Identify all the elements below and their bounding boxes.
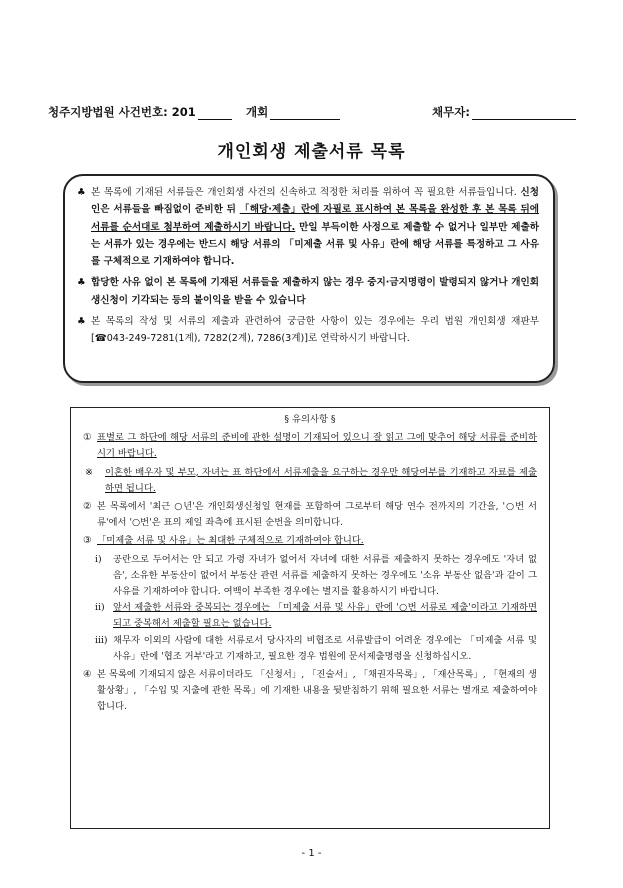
- guidance-item-2: ② 본 목록에서 '최근 ○년'은 개인회생신청일 현재를 포함하여 그로부터 해당 연수 전까지의 기간을, '○번 서류'에서 '○번'은 표의 제일 좌측에 표시된 순번을 의미합니다.: [83, 501, 537, 529]
- notice-paragraph-1: ♣ 본 목록에 기재된 서류들은 개인회생 사건의 신속하고 적정한 처리를 위하여 꼭 필요한 서류들입니다. 신청인은 서류들을 빠짐없이 준비한 뒤 「해당·제출」란에 자필로 표시하여 본 목록을 완성한 후 본 목록 뒤에 서류를 순서대로 첨부하여 제출하시기 바랍니다. 만일 부득이한 사정으로 제출할 수 없거나 일부만 제출하는 서류가 있는 경우에는 반드시 해당 서류의 「미제출 서류 및 사유」란에 해당 서류를 특정하고 그 사유를 구체적으로 기재하여야 합니다.: [77, 184, 539, 270]
- open-label: 개회: [246, 105, 269, 119]
- club-icon: ♣: [77, 277, 86, 289]
- guidance-sub-2: ⅱ) 앞서 제출한 서류와 중복되는 경우에는 「미제출 서류 및 사유」란에 '○번 서류로 제출'이라고 기재하면 되고 중복해서 제출할 필요는 없습니다.: [95, 602, 537, 630]
- club-icon: ♣: [77, 187, 86, 198]
- guidance-note: ※ 이혼한 배우자 및 부모, 자녀는 표 하단에서 서류제출을 요구하는 경우만 해당여부를 기재하고 자료를 제출하면 됩니다.: [85, 466, 537, 494]
- page-title: 개인회생 제출서류 목록: [217, 142, 406, 162]
- debtor-label: 채무자:: [432, 105, 470, 119]
- notice-paragraph-2: ♣ 합당한 사유 없이 본 목록에 기재된 서류들을 제출하지 않는 경우 중지·금지명령이 발령되지 않거나 개인회생신청이 기각되는 등의 불이익을 받을 수 있습니다: [77, 274, 539, 309]
- open-number-field[interactable]: [270, 107, 340, 120]
- case-year-field[interactable]: [198, 107, 232, 120]
- notice-paragraph-3: ♣ 본 목록의 작성 및 서류의 제출과 관련하여 궁금한 사항이 있는 경우에는 우리 법원 개인회생 재판부[☎043-249-7281(1계), 7282(2계), 7286(3계)]로 연락하시기 바랍니다.: [77, 313, 539, 348]
- page-number: - 1 -: [301, 848, 322, 859]
- court-case-label: 청주지방법원 사건번호: 201: [48, 105, 196, 119]
- notice-box: [63, 174, 555, 383]
- guidance-item-1: ① 표별로 그 하단에 해당 서류의 준비에 관한 설명이 기재되어 있으니 잘 읽고 그에 맞추어 해당 서류를 준비하시기 바랍니다.: [83, 432, 537, 460]
- debtor-name-field[interactable]: [472, 107, 576, 120]
- guidance-title: § 유의사항 §: [284, 414, 336, 425]
- guidance-box: [70, 407, 550, 829]
- club-icon: ♣: [77, 316, 86, 328]
- guidance-item-4: ④ 본 목록에 기재되지 않은 서류이더라도 「신청서」, 「진술서」, 「채권자목록」, 「재산목록」, 「현재의 생활상황」, 「수입 및 지출에 관한 목록」에 기재한 내용을 뒷받침하기 위해 필요한 서류는 별개로 제출하여야 합니다.: [83, 669, 537, 713]
- form-header: [48, 104, 583, 122]
- guidance-sub-3: ⅲ) 채무자 이외의 사람에 대한 서류로서 당사자의 비협조로 서류발급이 어려운 경우에는 「미제출 서류 및 사유」란에 '협조 거부'라고 기재하고, 필요한 경우 법원에 문서제출명령을 신청하십시오.: [95, 634, 537, 662]
- guidance-sub-1: ⅰ) 공란으로 두어서는 안 되고 가령 자녀가 없어서 자녀에 대한 서류를 제출하지 못하는 경우에도 '자녀 없음', 소유한 부동산이 없어서 부동산 관련 서류를 제출하지 못하는 경우에도 '소유 부동산 없음'과 같이 그 사유를 기재하여야 합니다. 여백이 부족한 경우에는 별지를 활용하시기 바랍니다.: [95, 553, 537, 598]
- guidance-item-3: ③ 「미제출 서류 및 사유」는 최대한 구체적으로 기재하여야 합니다.: [83, 535, 364, 547]
